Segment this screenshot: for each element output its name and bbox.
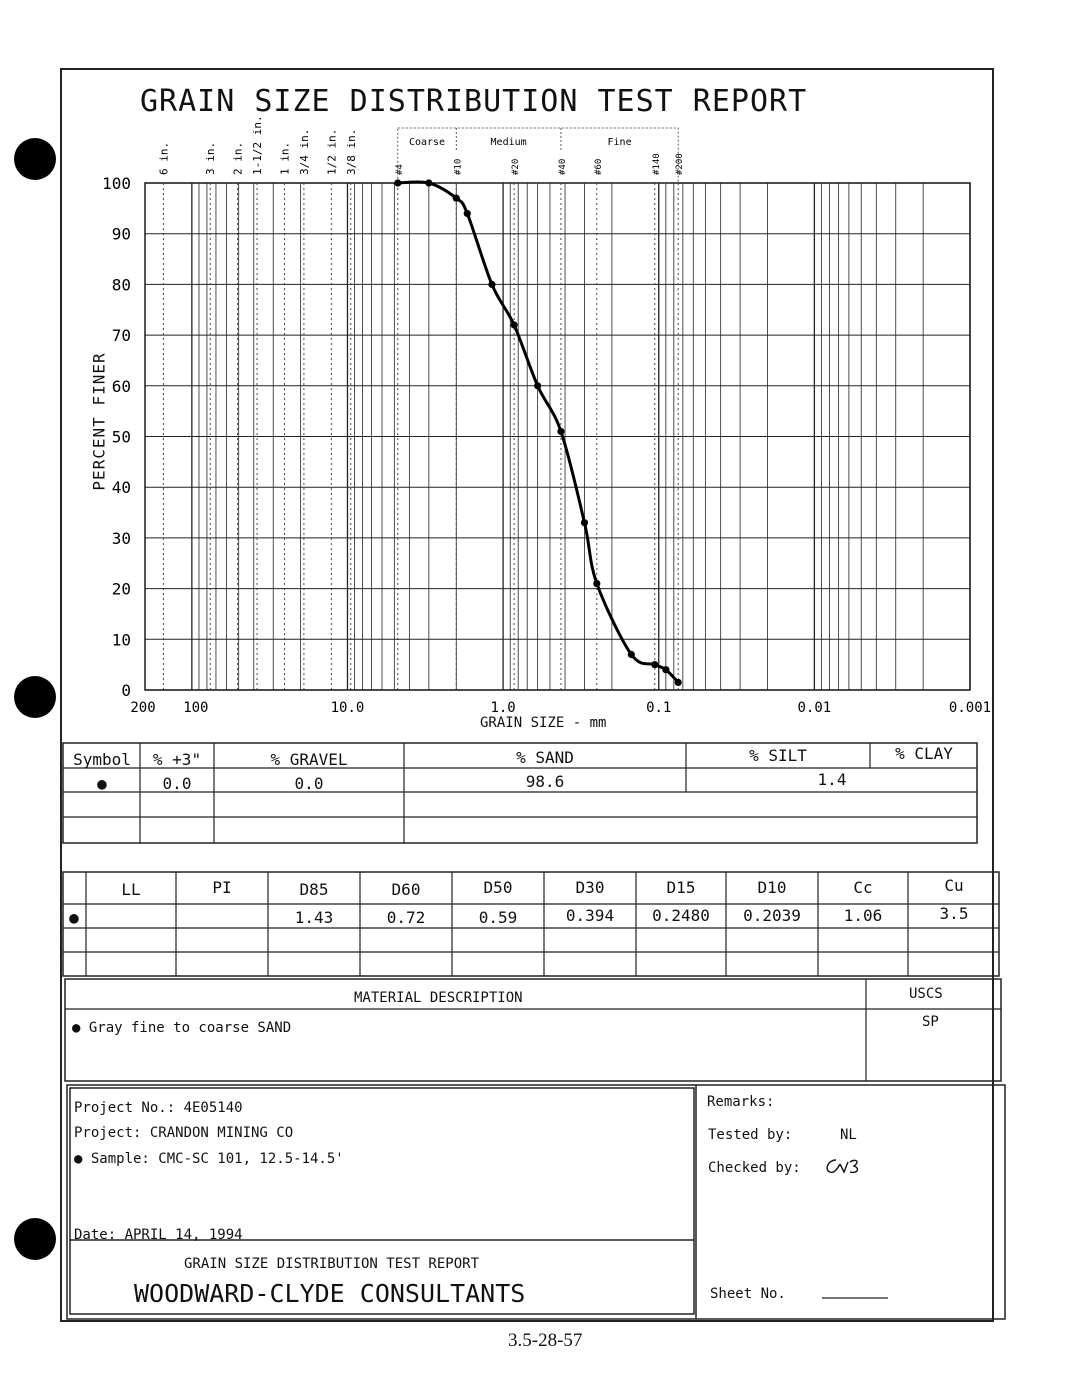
silt-clay-value: 1.4: [817, 770, 847, 789]
project-section: [66, 1084, 1006, 1320]
sieve-label: #4: [394, 164, 405, 175]
page-number: 3.5-28-57: [508, 1330, 583, 1351]
gravel-header: % GRAVEL: [270, 750, 348, 769]
data-point: [662, 666, 669, 673]
d15-value: 0.2480: [652, 906, 710, 925]
binder-hole-bottom: [14, 1218, 56, 1260]
x-tick-label: 0.1: [646, 700, 672, 716]
uscs-value: SP: [922, 1014, 939, 1030]
material-description: ● Gray fine to coarse SAND: [72, 1020, 292, 1036]
y-tick-label: 10: [111, 630, 131, 650]
data-point: [534, 382, 541, 389]
data-point: [488, 281, 495, 288]
y-tick-label: 20: [111, 579, 131, 599]
data-point: [394, 179, 401, 186]
sieve-label: 2 in.: [231, 141, 245, 175]
sand-range-label: Fine: [607, 137, 632, 148]
x-tick-label: 10.0: [330, 700, 365, 716]
sieve-label: 1 in.: [278, 141, 292, 175]
data-point: [453, 195, 460, 202]
footer-title: GRAIN SIZE DISTRIBUTION TEST REPORT: [184, 1256, 480, 1272]
x-tick-label: 0.001: [948, 700, 992, 716]
d30-value: 0.394: [565, 906, 615, 925]
sand-range-label: Coarse: [408, 137, 446, 148]
sample-id: ● Sample: CMC-SC 101, 12.5-14.5': [74, 1151, 344, 1167]
clay-header: % CLAY: [895, 744, 953, 763]
report-title: GRAIN SIZE DISTRIBUTION TEST REPORT: [140, 84, 808, 119]
data-point: [581, 519, 588, 526]
gravel-value: 0.0: [294, 774, 324, 793]
material-section: [64, 978, 1002, 1082]
d10-header: D10: [757, 878, 787, 897]
y-tick-label: 0: [121, 681, 131, 700]
x-tick-label: 100: [183, 700, 209, 716]
data-point: [651, 661, 658, 668]
sieve-label: #60: [593, 158, 604, 175]
d50-value: 0.59: [478, 908, 518, 927]
sieve-label: #200: [675, 153, 686, 175]
sieve-label: 3/8 in.: [344, 128, 358, 175]
sieve-label: 3/4 in.: [297, 128, 311, 175]
x-tick-label: 200: [130, 700, 156, 716]
data-point: [464, 210, 471, 217]
plus3-value: 0.0: [162, 774, 192, 793]
sieve-label: 1-1/2 in.: [251, 115, 265, 175]
y-tick-label: 30: [111, 528, 131, 548]
tested-by-label: Tested by:: [708, 1127, 793, 1143]
d85-value: 1.43: [294, 908, 334, 927]
project-number: Project No.: 4E05140: [74, 1100, 243, 1116]
y-tick-label: 40: [111, 478, 131, 498]
cu-value: 3.5: [939, 904, 969, 923]
y-tick-label: 50: [111, 427, 131, 447]
d10-value: 0.2039: [743, 906, 801, 925]
silt-header: % SILT: [749, 746, 807, 765]
checked-by-signature: [822, 1156, 872, 1178]
x-tick-label: 0.01: [797, 700, 832, 716]
sand-range-label: Medium: [490, 137, 527, 148]
d15-header: D15: [666, 878, 696, 897]
sheet-no-label: Sheet No.: [710, 1286, 786, 1302]
sieve-label: 6 in.: [157, 141, 171, 175]
data-point: [628, 651, 635, 658]
x-tick-label: 1.0: [490, 700, 516, 716]
x-axis-label: GRAIN SIZE - mm: [480, 715, 607, 731]
ll-header: LL: [121, 880, 141, 899]
symbol-value: ●: [97, 774, 107, 793]
cc-value: 1.06: [843, 906, 883, 925]
sand-header: % SAND: [516, 748, 574, 767]
company-name: WOODWARD-CLYDE CONSULTANTS: [134, 1279, 526, 1308]
data-point: [593, 580, 600, 587]
y-tick-label: 60: [111, 376, 131, 396]
symbol-header: Symbol: [73, 750, 131, 769]
cc-header: Cc: [853, 878, 873, 897]
y-tick-label: 100: [102, 174, 131, 193]
sieve-label: #140: [651, 153, 662, 175]
data-point: [425, 179, 432, 186]
tested-by-value: NL: [840, 1127, 857, 1143]
props-symbol: ●: [69, 908, 79, 927]
report-date: Date: APRIL 14, 1994: [74, 1227, 243, 1243]
sand-value: 98.6: [525, 772, 565, 791]
sieve-label: 1/2 in.: [325, 128, 339, 175]
project-name: Project: CRANDON MINING CO: [74, 1125, 294, 1141]
plus3-header: % +3": [152, 750, 202, 769]
d60-value: 0.72: [386, 908, 426, 927]
pi-header: PI: [212, 878, 232, 897]
material-header: MATERIAL DESCRIPTION: [354, 990, 523, 1006]
sieve-label: 3 in.: [204, 141, 218, 175]
y-tick-label: 80: [111, 275, 131, 295]
data-point: [675, 679, 682, 686]
sieve-label: #40: [557, 158, 568, 175]
symbol-table: [62, 742, 978, 852]
checked-by-label: Checked by:: [708, 1160, 801, 1176]
properties-table: [62, 866, 1000, 978]
y-axis-label: PERCENT FINER: [89, 352, 109, 491]
uscs-header: USCS: [909, 986, 943, 1002]
d30-header: D30: [575, 878, 605, 897]
sieve-label: #10: [453, 158, 464, 175]
cu-header: Cu: [944, 876, 964, 895]
d85-header: D85: [299, 880, 329, 899]
d50-header: D50: [483, 878, 513, 897]
sieve-label: #20: [511, 158, 522, 175]
y-tick-label: 70: [111, 326, 131, 346]
remarks-label: Remarks:: [707, 1094, 775, 1110]
data-point: [557, 428, 564, 435]
d60-header: D60: [391, 880, 421, 899]
y-tick-label: 90: [111, 224, 131, 244]
data-point: [510, 321, 517, 328]
